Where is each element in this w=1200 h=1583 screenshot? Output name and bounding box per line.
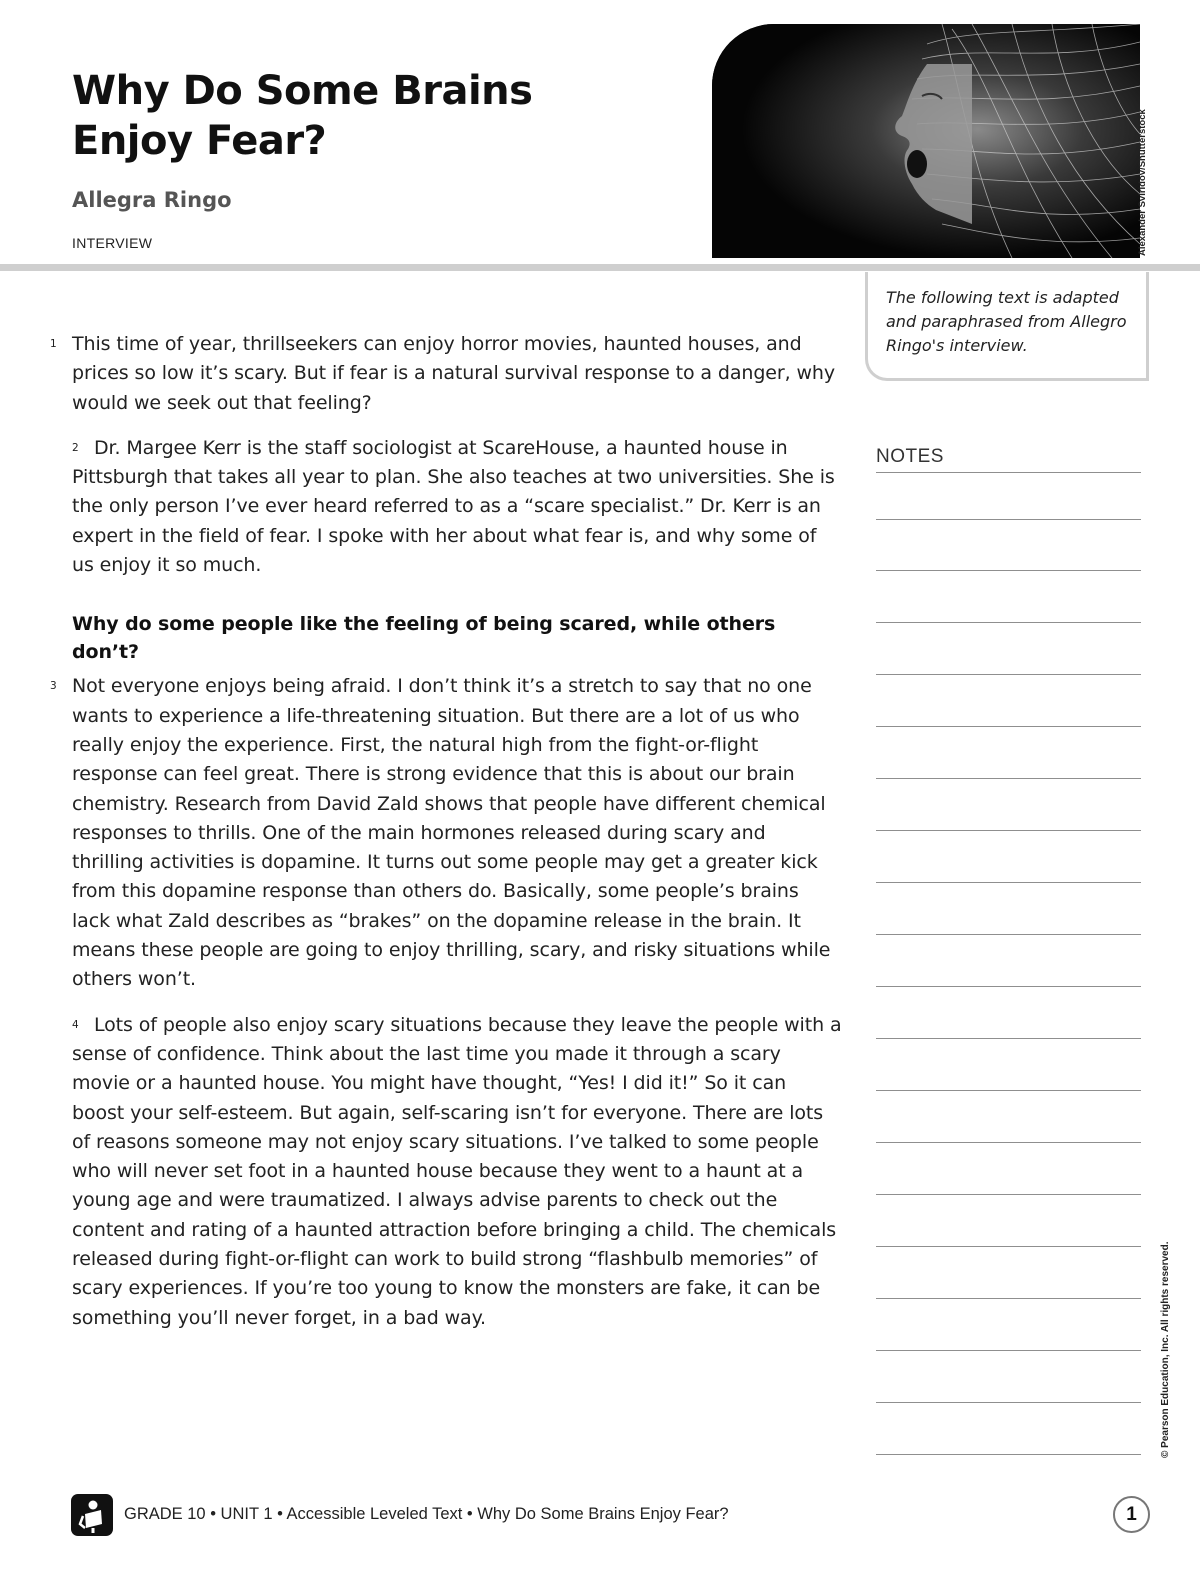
genre-label: INTERVIEW [72, 235, 153, 251]
paragraph-1 [50, 330, 842, 418]
paragraph-number: 2 [72, 441, 79, 454]
note-line [876, 1298, 1141, 1299]
notes-writing-lines[interactable] [876, 470, 1141, 1460]
paragraph-4 [72, 1011, 842, 1333]
paragraph-text: Dr. Margee Kerr is the staff sociologist at ScareHouse, a haunted house in Pittsburgh that takes all year to plan. She also teaches at two universities. She is the only person I’ve ever heard referred to as a “scare specialist.” Dr. Kerr is an expert in the field of fear. I spoke with her about what fear is, and why some of us enjoy it so much. [72, 436, 835, 577]
page-title: Why Do Some Brains Enjoy Fear? [72, 68, 533, 164]
article-body [50, 330, 842, 1349]
note-line [876, 674, 1141, 675]
note-line [876, 882, 1141, 883]
interview-question: Why do some people like the feeling of being scared, while others don’t? [72, 613, 776, 664]
note-line [876, 570, 1141, 571]
footer-course-info: GRADE 10 • UNIT 1 • Accessible Leveled Text • Why Do Some Brains Enjoy Fear? [124, 1505, 729, 1523]
source-note: The following text is adapted and paraphrased from Allegro Ringo's interview. [865, 272, 1149, 381]
notes-label: NOTES [876, 446, 944, 467]
paragraph-text: This time of year, thrillseekers can enjoy horror movies, haunted houses, and prices so low it’s scary. But if fear is a natural survival response to a danger, why would we seek out that feeling? [72, 333, 836, 414]
note-line [876, 986, 1141, 987]
note-line [876, 1090, 1141, 1091]
note-line [876, 1038, 1141, 1039]
note-line [876, 778, 1141, 779]
note-line [876, 726, 1141, 727]
open-mouth [907, 150, 927, 178]
note-line [876, 1402, 1141, 1403]
note-line [876, 1142, 1141, 1143]
paragraph-number: 1 [50, 338, 57, 350]
paragraph-text: Not everyone enjoys being afraid. I don’t think it’s a stretch to say that no one wants to experience a life-threatening situation. But there are a lot of us who really enjoy the experience. First, the natural high from the fight-or-flight response can feel great. There is strong evidence that this is about our brain chemistry. Research from David Zald shows that people have different chemical responses to thrills. One of the main hormones released during scary and thrilling activities is dopamine. It turns out some people may get a greater kick from this dopamine response than others do. Basically, some people’s brains lack what Zald describes as “brakes” on the dopamine release in the brain. It means these people are going to enjoy thrilling, scary, and risky situations while others won’t. [72, 675, 831, 991]
header-divider [0, 264, 1200, 271]
paragraph-3 [50, 672, 842, 994]
paragraph-2 [72, 434, 842, 580]
reader-icon [71, 1494, 113, 1536]
note-line [876, 622, 1141, 623]
paragraph-text: Lots of people also enjoy scary situations because they leave the people with a sense of confidence. Think about the last time you made it through a scary movie or a haunted house. You might have thought, “Yes! I did it!” So it can boost your self-esteem. But again, self-scaring isn’t for everyone. There are lots of reasons someone may not enjoy scary situations. I’ve talked to some people who will never set foot in a haunted house because they went to a haunt at a young age and were traumatized. I always advise parents to check out the content and rating of a haunted attraction before bringing a child. The chemicals released during fight-or-flight can work to build strong “flashbulb memories” of scary experiences. If you’re too young to know the monsters are fake, it can be something you’ll never forget, in a bad way. [72, 1013, 842, 1329]
photo-credit: Alexander Sviridov/Shutterstock [1137, 109, 1148, 256]
screaming-face-illustration [712, 24, 1140, 258]
author-name: Allegra Ringo [72, 188, 232, 212]
note-line [876, 1350, 1141, 1351]
page-number: 1 [1113, 1496, 1150, 1533]
paragraph-number: 4 [72, 1018, 79, 1031]
note-line [876, 1194, 1141, 1195]
paragraph-number: 3 [50, 680, 57, 693]
screaming-face-photo [712, 24, 1140, 258]
note-line [876, 830, 1141, 831]
note-line [876, 1454, 1141, 1455]
note-line [876, 472, 1141, 473]
note-line [876, 934, 1141, 935]
note-line [876, 519, 1141, 520]
reading-figure-icon [71, 1494, 113, 1536]
copyright-notice: © Pearson Education, Inc. All rights reserved. [1160, 1241, 1171, 1458]
note-line [876, 1246, 1141, 1247]
